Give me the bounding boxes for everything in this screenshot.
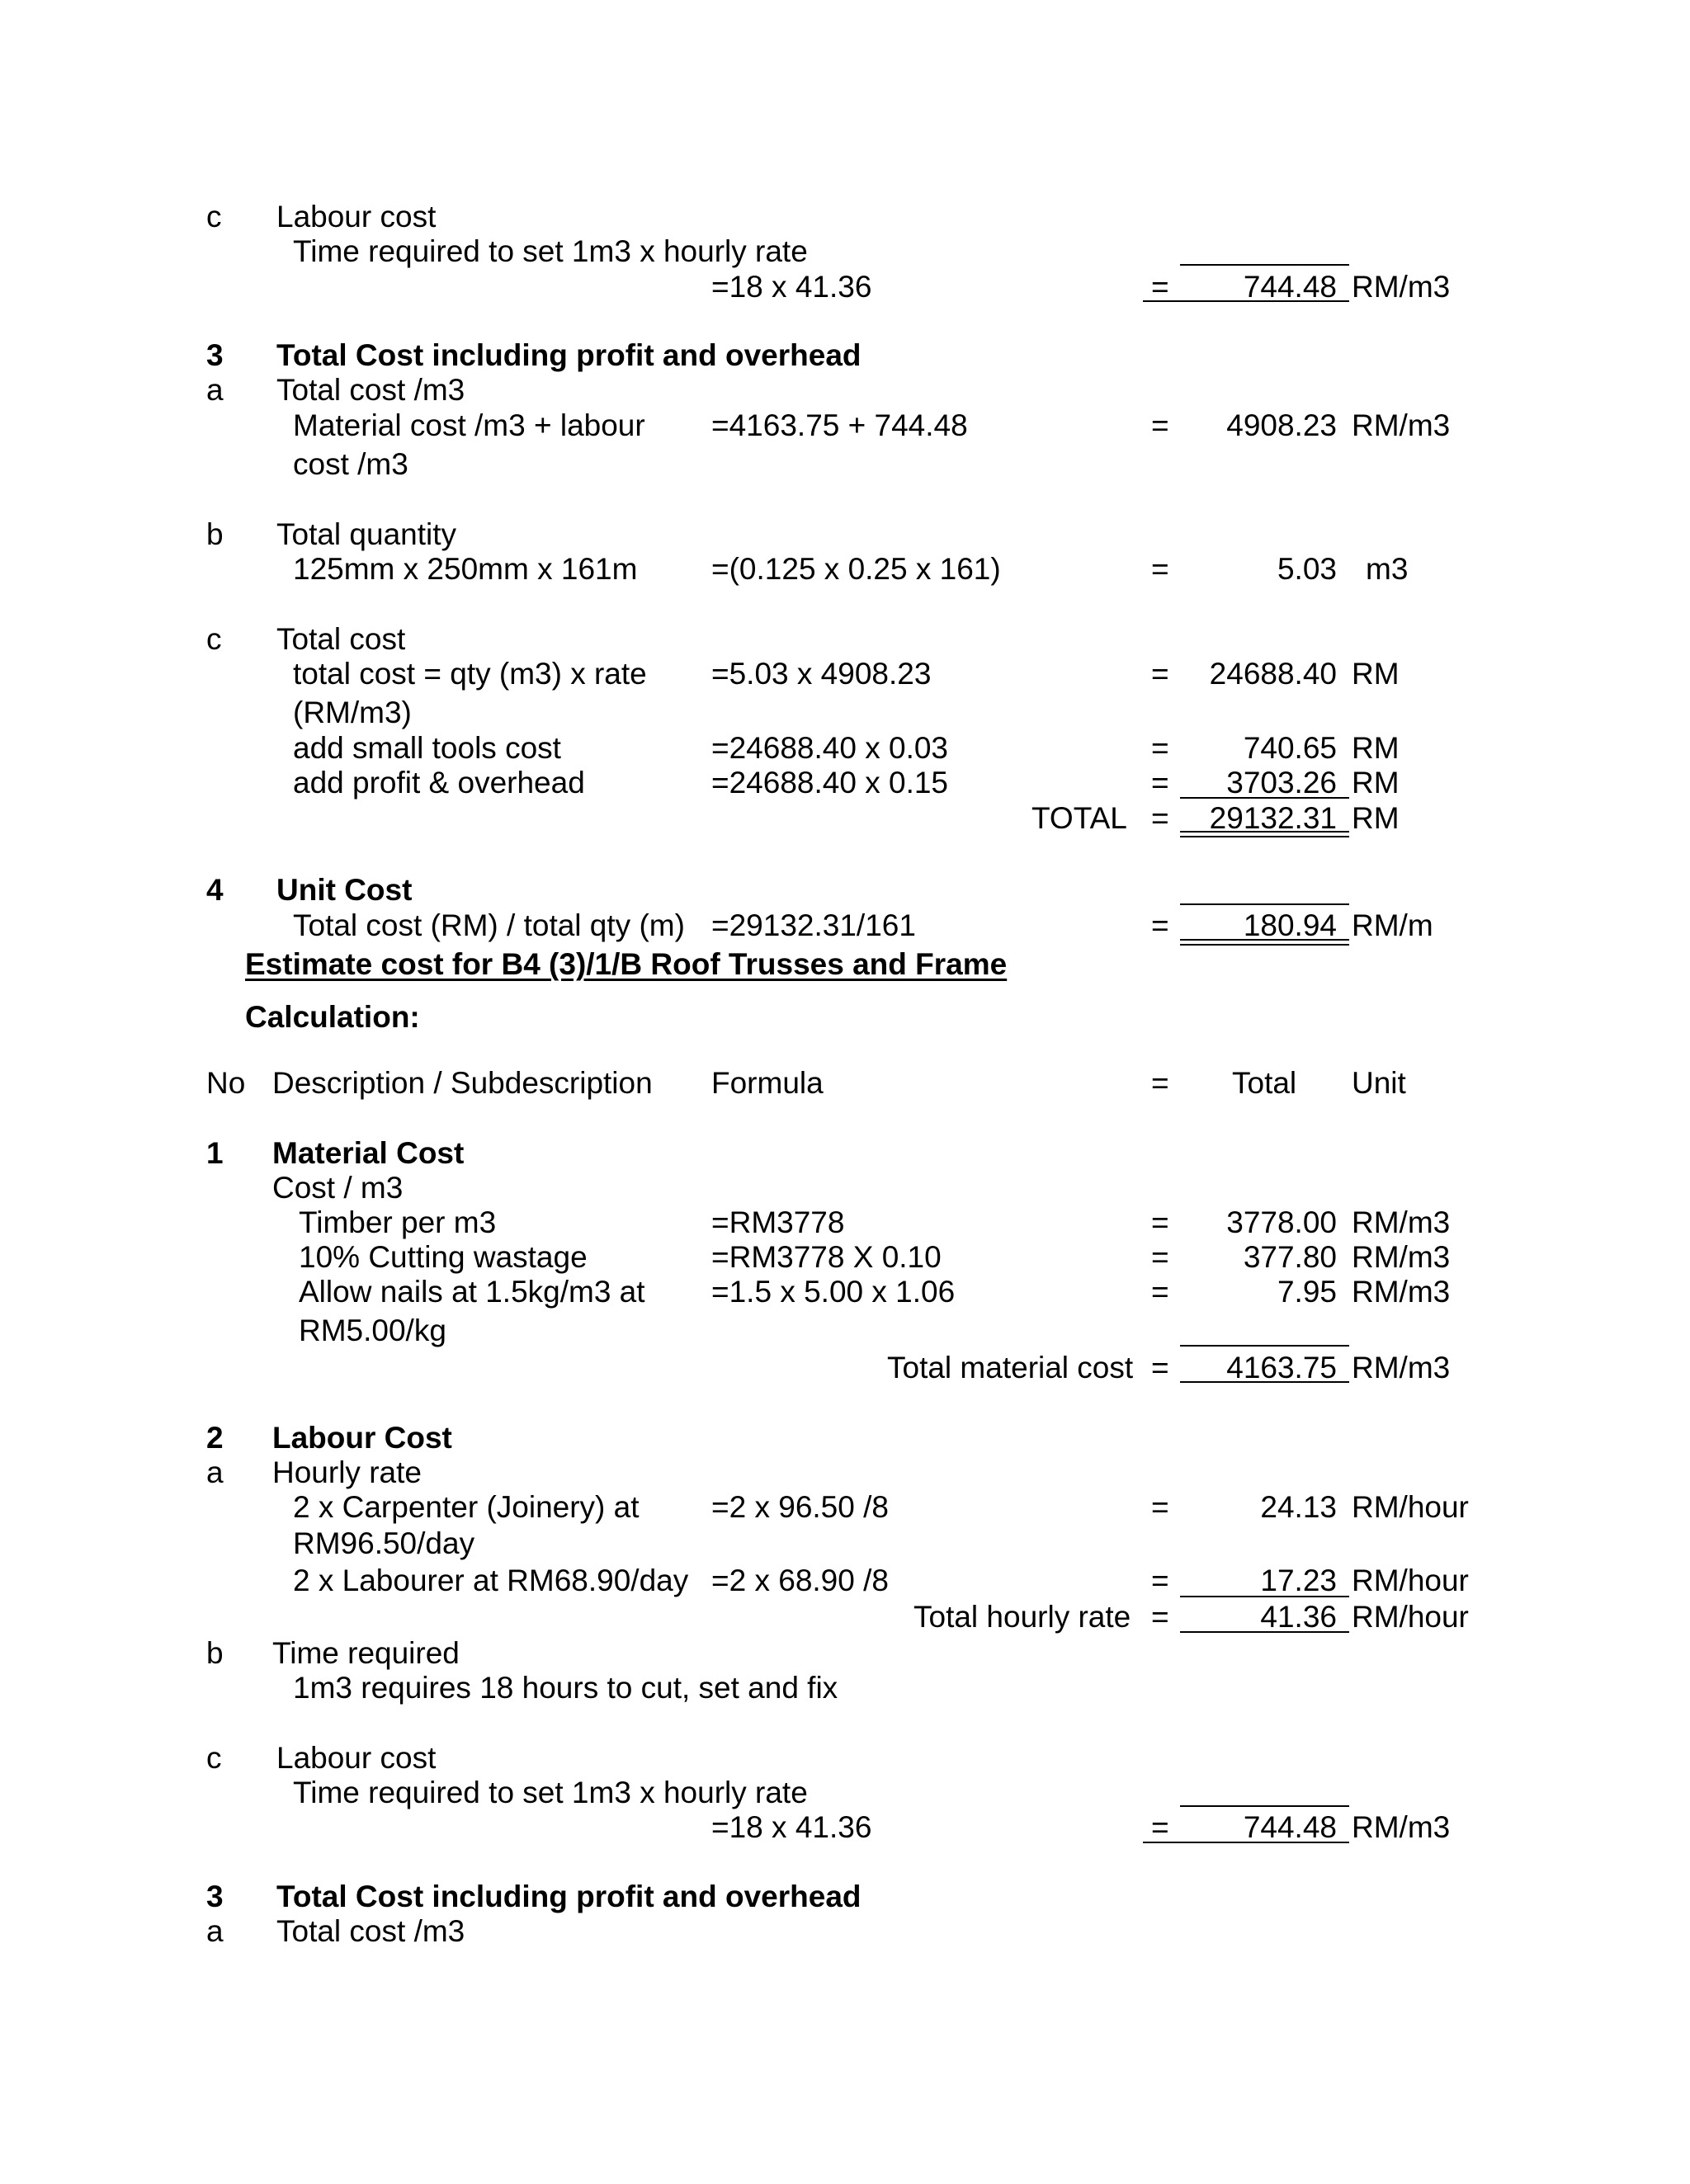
subtotal-value: 4163.75 [1226,1351,1337,1384]
equals-sign: = [1151,908,1169,942]
unit: RM/m3 [1352,1351,1451,1384]
equals-sign: = [1151,1205,1169,1239]
item-description: RM5.00/kg [299,1314,446,1347]
total-value: 24.13 [1260,1490,1337,1524]
item-description: (RM/m3) [293,696,412,729]
unit: RM [1352,731,1400,765]
formula: =4163.75 + 744.48 [711,408,968,442]
formula: =24688.40 x 0.15 [711,766,949,800]
item-title: Total quantity [276,517,457,551]
item-letter: a [206,1455,224,1489]
total-value: 3703.26 [1226,766,1337,800]
unit: RM/m3 [1352,1205,1451,1239]
header-description: Description / Subdescription [272,1066,653,1100]
equals-sign: = [1151,1564,1169,1597]
unit: RM [1352,801,1400,835]
section-number: 2 [206,1421,224,1455]
equals-sign: = [1151,270,1169,304]
section-number: 1 [206,1136,224,1170]
item-letter: b [206,517,224,551]
item-title: Total cost /m3 [276,373,465,407]
rule-line [1180,1381,1349,1383]
formula: =29132.31/161 [711,908,916,942]
equals-sign: = [1151,1275,1169,1309]
equals-sign: = [1151,1600,1169,1634]
item-description: 125mm x 250mm x 161m [293,552,638,586]
item-title: Total cost /m3 [276,1914,465,1948]
item-title: Cost / m3 [272,1171,404,1205]
total-value: 740.65 [1243,731,1337,765]
item-letter: c [206,1741,222,1775]
item-title: Hourly rate [272,1455,422,1489]
unit: RM/m3 [1352,270,1451,304]
section-number: 3 [206,1880,224,1913]
formula: =2 x 96.50 /8 [711,1490,889,1524]
grand-total-value: 29132.31 [1209,801,1337,835]
header-equals: = [1151,1066,1169,1100]
item-description: 2 x Labourer at RM68.90/day [293,1564,689,1597]
item-description: total cost = qty (m3) x rate [293,657,647,691]
item-description: add small tools cost [293,731,561,765]
rule-line [1180,1596,1349,1597]
formula: =5.03 x 4908.23 [711,657,932,691]
rule-line [1180,903,1349,905]
equals-sign: = [1151,552,1169,586]
formula: =RM3778 X 0.10 [711,1240,942,1274]
section-title: Total Cost including profit and overhead [276,338,862,372]
section-number: 3 [206,338,224,372]
subtotal-value: 41.36 [1260,1600,1337,1634]
header-total: Total [1232,1066,1297,1100]
item-title: Total cost [276,622,406,656]
formula: =18 x 41.36 [711,1810,872,1844]
total-value: 744.48 [1243,270,1337,304]
item-description: 1m3 requires 18 hours to cut, set and fix [293,1671,838,1705]
total-value: 377.80 [1243,1240,1337,1274]
total-value: 4908.23 [1226,408,1337,442]
estimate-heading: Estimate cost for B4 (3)/1/B Roof Trusses and Frame [245,947,1008,981]
total-value: 17.23 [1260,1564,1337,1597]
total-value: 180.94 [1243,908,1337,942]
item-title: Labour cost [276,200,437,233]
item-letter: a [206,373,224,407]
formula: =24688.40 x 0.03 [711,731,949,765]
formula: =2 x 68.90 /8 [711,1564,889,1597]
unit: RM/m3 [1352,1810,1451,1844]
equals-sign: = [1151,766,1169,800]
unit: RM [1352,657,1400,691]
item-title: Labour cost [276,1741,437,1775]
rule-line [1180,797,1349,799]
item-description: 10% Cutting wastage [299,1240,588,1274]
formula: =RM3778 [711,1205,845,1239]
rule-line [1180,1805,1349,1807]
double-rule-line [1180,939,1349,941]
unit: RM/m3 [1352,1240,1451,1274]
subtotal-label: Total hourly rate [913,1600,1131,1634]
rule-line [1180,1345,1349,1347]
equals-sign: = [1151,1240,1169,1274]
equals-sign: = [1151,1351,1169,1384]
header-no: No [206,1066,246,1100]
double-rule-line [1180,944,1349,946]
item-title: Time required [272,1636,460,1670]
formula: =(0.125 x 0.25 x 161) [711,552,1001,586]
unit: RM/m [1352,908,1433,942]
total-value: 24688.40 [1209,657,1337,691]
equals-sign: = [1151,408,1169,442]
item-description: cost /m3 [293,447,408,481]
equals-sign: = [1151,1490,1169,1524]
item-description: 2 x Carpenter (Joinery) at [293,1490,640,1524]
section-title: Material Cost [272,1136,465,1170]
section-title: Labour Cost [272,1421,452,1455]
equals-sign: = [1151,731,1169,765]
item-description: Total cost (RM) / total qty (m) [293,908,685,942]
equals-sign: = [1151,801,1169,835]
total-value: 7.95 [1277,1275,1337,1309]
unit: RM/hour [1352,1600,1469,1634]
subtotal-label: Total material cost [887,1351,1134,1384]
item-description: RM96.50/day [293,1526,475,1560]
unit: m3 [1366,552,1409,586]
unit: RM/hour [1352,1564,1469,1597]
total-value: 3778.00 [1226,1205,1337,1239]
section-title: Total Cost including profit and overhead [276,1880,862,1913]
item-letter: a [206,1914,224,1948]
header-unit: Unit [1352,1066,1406,1100]
item-description: Allow nails at 1.5kg/m3 at [299,1275,645,1309]
formula: =1.5 x 5.00 x 1.06 [711,1275,956,1309]
rule-line [1143,300,1349,302]
item-letter: c [206,200,222,233]
item-description: Time required to set 1m3 x hourly rate [293,1776,808,1809]
unit: RM/m3 [1352,408,1451,442]
unit: RM/hour [1352,1490,1469,1524]
header-formula: Formula [711,1066,824,1100]
section-number: 4 [206,873,224,907]
unit: RM [1352,766,1400,800]
total-value: 744.48 [1243,1810,1337,1844]
unit: RM/m3 [1352,1275,1451,1309]
item-description: Time required to set 1m3 x hourly rate [293,234,808,268]
equals-sign: = [1151,1810,1169,1844]
section-title: Unit Cost [276,873,413,907]
calculation-label: Calculation: [245,1000,420,1034]
item-description: add profit & overhead [293,766,585,800]
rule-line [1180,1631,1349,1633]
item-description: Material cost /m3 + labour [293,408,645,442]
equals-sign: = [1151,657,1169,691]
rule-line [1180,264,1349,266]
formula: =18 x 41.36 [711,270,872,304]
total-value: 5.03 [1277,552,1337,586]
item-letter: b [206,1636,224,1670]
item-letter: c [206,622,222,656]
grand-total-label: TOTAL [1031,801,1127,835]
item-description: Timber per m3 [299,1205,497,1239]
double-rule-line [1180,836,1349,837]
double-rule-line [1180,831,1349,833]
rule-line [1143,1842,1349,1843]
